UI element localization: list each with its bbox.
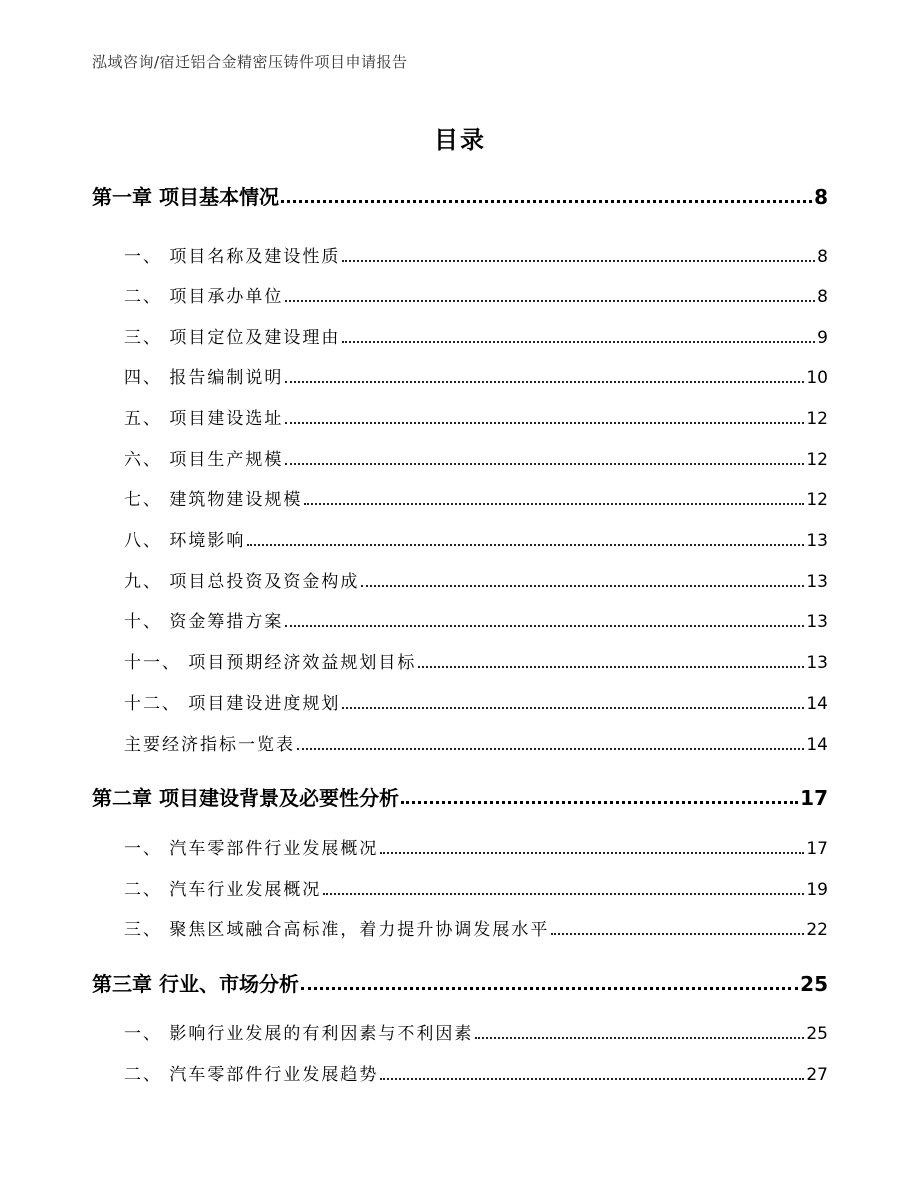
toc-page: 14 xyxy=(806,735,828,755)
toc-page: 13 xyxy=(806,531,828,551)
toc-label: 三、 项目定位及建设理由 xyxy=(124,328,341,348)
toc-leader xyxy=(285,625,804,627)
toc-label: 七、 建筑物建设规模 xyxy=(124,490,303,510)
toc-leader xyxy=(551,933,804,935)
toc-section[interactable] xyxy=(124,411,828,428)
toc-leader xyxy=(301,987,798,990)
toc-leader xyxy=(285,422,804,424)
toc-label: 一、 项目名称及建设性质 xyxy=(124,247,341,267)
toc-leader xyxy=(380,852,804,854)
toc-page: 9 xyxy=(817,328,828,348)
toc-label: 主要经济指标一览表 xyxy=(124,735,295,755)
toc-label: 二、 汽车零部件行业发展趋势 xyxy=(124,1065,379,1085)
toc-label: 二、 项目承办单位 xyxy=(124,287,284,307)
toc-label: 六、 项目生产规模 xyxy=(124,450,284,470)
toc-section[interactable] xyxy=(124,882,828,899)
toc-page: 27 xyxy=(806,1065,828,1085)
toc-leader xyxy=(297,748,804,750)
toc-page: 19 xyxy=(806,880,828,900)
toc-page: 12 xyxy=(806,409,828,429)
toc-label: 二、 汽车行业发展概况 xyxy=(124,880,322,900)
toc-section[interactable] xyxy=(124,696,828,713)
toc-page: 8 xyxy=(814,185,828,209)
toc-leader xyxy=(285,300,815,302)
toc-section[interactable] xyxy=(124,922,828,939)
page-title: 目录 xyxy=(434,126,486,154)
toc-leader xyxy=(380,1078,804,1080)
toc-label: 八、 环境影响 xyxy=(124,531,246,551)
toc-label: 十二、 项目建设进度规划 xyxy=(124,694,341,714)
toc-section[interactable] xyxy=(124,330,828,347)
toc-leader xyxy=(475,1037,804,1039)
toc-section[interactable] xyxy=(124,533,828,550)
toc-label: 一、 影响行业发展的有利因素与不利因素 xyxy=(124,1024,474,1044)
toc-page: 13 xyxy=(806,572,828,592)
toc-leader xyxy=(342,260,815,262)
toc-label: 五、 项目建设选址 xyxy=(124,409,284,429)
toc-page: 17 xyxy=(800,786,828,810)
toc-label: 第一章 项目基本情况 xyxy=(92,185,279,209)
toc-section[interactable] xyxy=(124,737,828,754)
toc-chapter[interactable] xyxy=(92,974,828,994)
toc-leader xyxy=(285,381,804,383)
toc-section[interactable] xyxy=(124,370,828,387)
toc-page: 14 xyxy=(806,694,828,714)
toc-leader xyxy=(285,463,804,465)
toc-section[interactable] xyxy=(124,492,828,509)
toc-section[interactable] xyxy=(124,574,828,591)
toc-leader xyxy=(342,341,815,343)
toc-section[interactable] xyxy=(124,249,828,266)
toc-section[interactable] xyxy=(124,841,828,858)
toc-section[interactable] xyxy=(124,614,828,631)
toc-label: 十、 资金筹措方案 xyxy=(124,612,284,632)
toc-page: 8 xyxy=(817,247,828,267)
toc-page: 22 xyxy=(806,920,828,940)
toc-label: 十一、 项目预期经济效益规划目标 xyxy=(124,653,417,673)
toc-label: 第三章 行业、市场分析 xyxy=(92,972,299,996)
toc-leader xyxy=(323,893,804,895)
toc-label: 第二章 项目建设背景及必要性分析 xyxy=(92,786,399,810)
toc-page: 17 xyxy=(806,839,828,859)
toc-page: 10 xyxy=(806,368,828,388)
toc-section[interactable] xyxy=(124,1067,828,1084)
page-header: 泓域咨询/宿迁铝合金精密压铸件项目申请报告 xyxy=(92,53,408,71)
toc-page: 12 xyxy=(806,490,828,510)
toc-page: 25 xyxy=(800,972,828,996)
toc-section[interactable] xyxy=(124,655,828,672)
toc-label: 一、 汽车零部件行业发展概况 xyxy=(124,839,379,859)
toc-page: 13 xyxy=(806,653,828,673)
toc-page: 12 xyxy=(806,450,828,470)
toc-label: 九、 项目总投资及资金构成 xyxy=(124,572,360,592)
toc-leader xyxy=(401,801,798,804)
toc-page: 13 xyxy=(806,612,828,632)
toc-page: 8 xyxy=(817,287,828,307)
toc-chapter[interactable] xyxy=(92,187,828,207)
toc-leader xyxy=(361,585,804,587)
toc-leader xyxy=(281,200,812,203)
toc-label: 三、 聚焦区域融合高标准，着力提升协调发展水平 xyxy=(124,920,550,940)
toc-leader xyxy=(304,503,804,505)
toc-section[interactable] xyxy=(124,452,828,469)
toc-chapter[interactable] xyxy=(92,788,828,808)
toc-leader xyxy=(342,707,804,709)
toc-page: 25 xyxy=(806,1024,828,1044)
toc-section[interactable] xyxy=(124,289,828,306)
toc-leader xyxy=(247,544,804,546)
toc-leader xyxy=(418,666,804,668)
toc-label: 四、 报告编制说明 xyxy=(124,368,284,388)
toc-section[interactable] xyxy=(124,1026,828,1043)
